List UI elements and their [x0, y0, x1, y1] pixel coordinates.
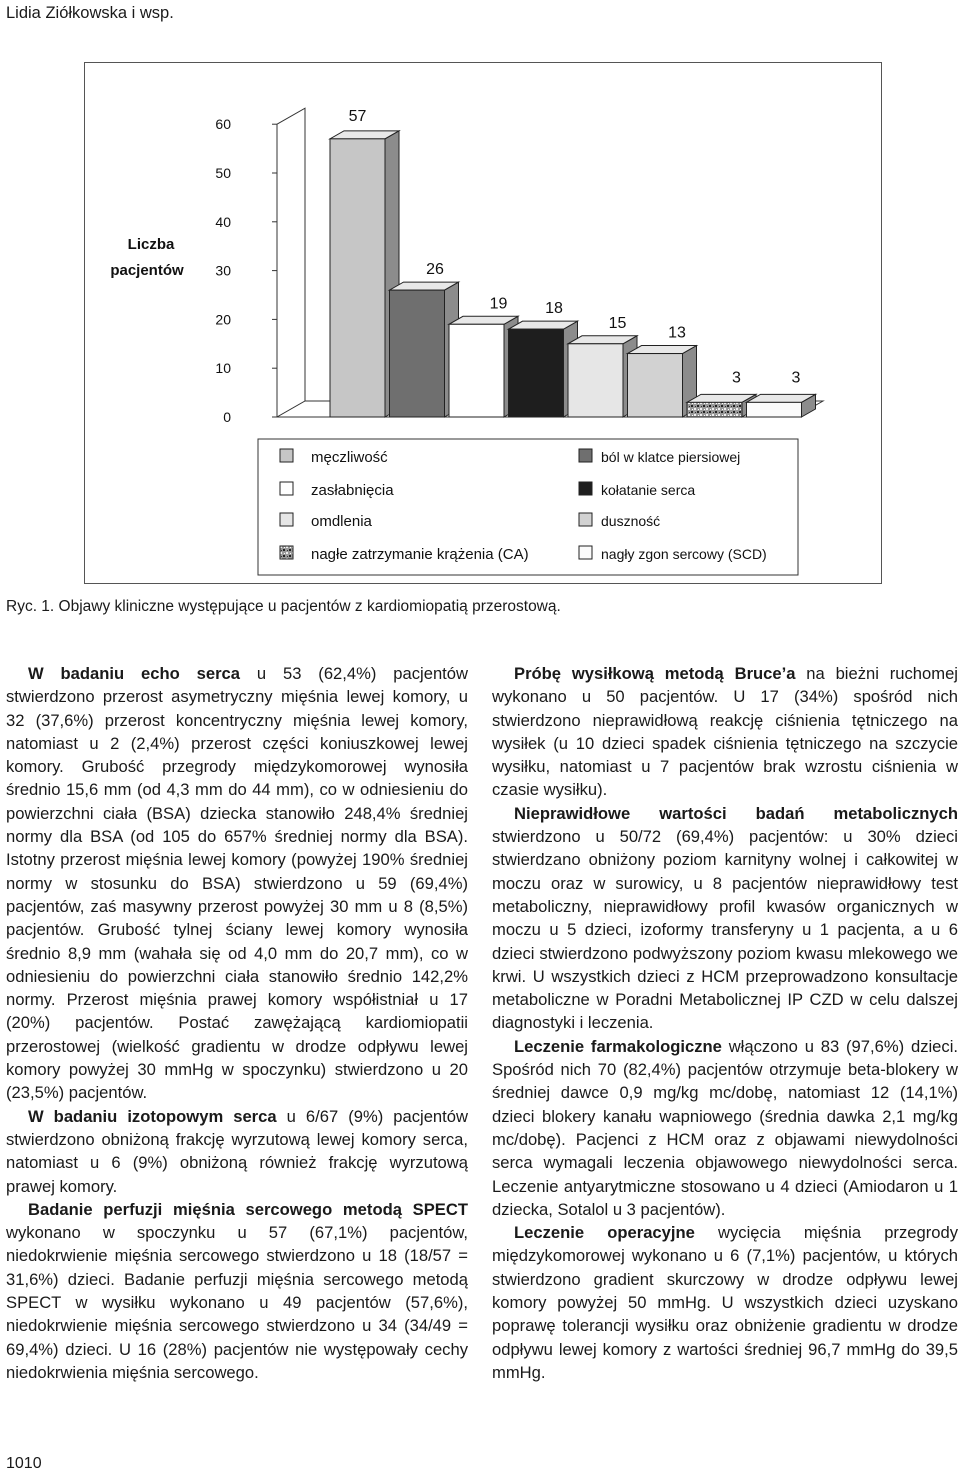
data-label: 18 [545, 300, 563, 318]
data-label: 26 [426, 261, 444, 279]
y-tick-label: 60 [215, 116, 231, 133]
bold-lead: Badanie perfuzji mięśnia sercowego metodą SPECT [28, 1199, 468, 1219]
paragraph-text: wycięcia mięśnia przegrody międzykomorowej wykonano u 6 (7,1%) pacjentów, u których stwierdzono gradient skurczowy w drodze odpływu lewej komory powyżej 50 mmHg. U wszystkich dzieci uzyskano poprawę tolerancji wysiłku oraz obniżenie gradientu w drodze odpływu lewej komory z wartości średniej 96,7 mmHg do 39,5 mmHg. [492, 1223, 958, 1382]
paragraph-surgical [492, 1221, 958, 1384]
legend-swatch [579, 449, 592, 462]
y-tick-label: 40 [215, 213, 231, 230]
bar [568, 344, 623, 417]
figure-chart [84, 62, 882, 584]
paragraph-echo [6, 662, 468, 1105]
data-label: 13 [668, 324, 686, 342]
y-axis-label-line2: pacjentów [110, 262, 184, 279]
data-label: 3 [732, 369, 741, 387]
bar [747, 402, 802, 417]
paragraph-text: włączono u 83 (97,6%) dzieci. Spośród nich 70 (82,4%) pacjentów otrzymuje beta-blokery w średniej dawce 0,9 mg/kg mc/dobę, natomiast 12 (14,1%) dzieci blokery kanału wapniowego (średnia dawka 2,1 mg/kg mc/dobę). Pacjenci z HCM oraz z objawami niewydolności serca wymagali leczenia objawowego niewydolności serca. Leczenie antyarytmiczne stosowano u 4 dzieci (Amiodaron u 1 dziecka, Sotalol u 3 pacjentów). [492, 1036, 958, 1219]
running-head: Lidia Ziółkowska i wsp. [6, 4, 174, 22]
paragraph-isotope [6, 1105, 468, 1198]
y-axis-label-line1: Liczba [127, 236, 175, 253]
page-number: 1010 [6, 1455, 42, 1472]
bold-lead: Leczenie farmakologiczne [514, 1036, 722, 1056]
legend-label: zasłabnięcia [311, 482, 394, 499]
bar [390, 290, 445, 417]
data-label: 57 [348, 107, 367, 125]
legend-swatch [280, 482, 293, 495]
bold-lead: Nieprawidłowe wartości badań metabolicznych [514, 803, 958, 823]
legend-label: nagłe zatrzymanie krążenia (CA) [311, 546, 529, 563]
legend-label: omdlenia [311, 513, 372, 530]
data-label: 19 [489, 295, 508, 313]
paragraph-text: na bieżni ruchomej wykonano u 50 pacjentów. U 17 (34%) spośród nich stwierdzono nieprawidłową reakcję ciśnienia tętniczego na wysiłek (u 10 dzieci spadek ciśnienia tętniczego na szczycie wysiłku, natomiast u 7 pacjentów brak wzrostu ciśnienia w czasie wysiłku). [492, 664, 958, 800]
bold-lead: W badaniu izotopowym serca [28, 1106, 277, 1126]
paragraph-text: u 6/67 (9%) pacjentów stwierdzono obniżoną frakcję wyrzutową lewej komory serca, natomiast u 6 (9%) obniżoną również frakcję wyrzutową prawej komory. [6, 1106, 468, 1196]
bold-lead: Leczenie operacyjne [514, 1223, 695, 1243]
y-tick-label: 10 [215, 360, 231, 377]
y-tick-label: 20 [215, 311, 231, 328]
paragraph-pharmacological [492, 1035, 958, 1221]
legend-label: męczliwość [311, 449, 388, 466]
paragraph-text: u 53 (62,4%) pacjentów stwierdzono przerost asymetryczny mięśnia lewej komory, u 32 (37,6%) przerost koncentryczny mięśnia lewej komory, natomiast u 2 (2,4%) przerost części koniuszkowej lewej komory. Grubość przegrody międzykomorowej wynosiła średnio 15,6 mm (od 4,3 mm do 44 mm), co w odniesieniu do powierzchni ciała (BSA) dziecka stanowiło 248,4% średniej normy dla BSA (od 105 do 657% średniej normy dla BSA). Istotny przerost mięśnia lewej komory (powyżej 190% średniej normy w stosunku do BSA) stwierdzono u 59 (69,4%) pacjentów, zaś masywny przerost powyżej 30 mm u 8 (8,5%) pacjentów. Grubość tylnej ściany lewej komory wynosiła średnio 8,9 mm (wahała się od 4,0 mm do 20,7 mm), co w odniesieniu do powierzchni ciała stanowiło średnio 142,2% normy. Przerost mięśnia prawej komory współistniał u 17 (20%) pacjentów. Postać zawężającą kardiomiopatii przerostowej (wielkość gradientu w drodze odpływu lewej komory powyżej 30 mmHg w spoczynku) stwierdzono u 20 (23,5%) pacjentów. [6, 664, 468, 1103]
bar-chart [85, 63, 881, 583]
y-tick-label: 30 [215, 262, 231, 279]
figure-caption: Ryc. 1. Objawy kliniczne występujące u pacjentów z kardiomiopatią przerostową. [6, 598, 561, 615]
back-wall-edge [277, 108, 305, 401]
legend-label: nagły zgon sercowy (SCD) [601, 546, 767, 562]
legend-swatch [579, 482, 592, 495]
legend-swatch [280, 513, 293, 526]
data-label: 15 [608, 314, 627, 332]
right-column [492, 662, 958, 1384]
y-tick-label: 0 [223, 409, 231, 425]
data-label: 3 [791, 369, 801, 387]
paragraph-spect [6, 1198, 468, 1384]
left-column [6, 662, 468, 1384]
legend-label: duszność [601, 513, 661, 529]
paragraph-metabolic [492, 802, 958, 1035]
legend-swatch [579, 546, 592, 559]
bar [509, 329, 564, 417]
bar [628, 354, 683, 417]
paragraph-text: wykonano w spoczynku u 57 (67,1%) pacjentów, niedokrwienie mięśnia sercowego stwierdzono u 18 (18/57 = 31,6%) dzieci. Badanie perfuzji mięśnia sercowego metodą SPECT w wysiłku wykonano u 49 pacjentów (57,6%), niedokrwienie mięśnia sercowego stwierdzono u 34 (34/49 = 69,4%) dzieci. U 16 (28%) pacjentów nie występowały cechy niedokrwienia mięśnia sercowego. [6, 1223, 468, 1382]
paragraph-exercise-test [492, 662, 958, 802]
y-tick-label: 50 [215, 165, 231, 181]
legend-swatch [579, 513, 592, 526]
bold-lead: W badaniu echo serca [28, 664, 240, 683]
legend-label: ból w klatce piersiowej [601, 449, 741, 465]
paragraph-text: stwierdzono u 50/72 (69,4%) pacjentów: u 30% dzieci stwierdzano obniżony poziom karnityny wolnej i całkowitej w moczu oraz w surowicy, u 8 pacjentów nieprawidłowy test metaboliczny, nieprawidłowy profil kwasów organicznych w moczu u 5 dzieci, izoformy transferyny u 1 pacjenta, a u 6 dzieci stwierdzono podwyższony poziom kwasu mlekowego we krwi. U wszystkich dzieci z HCM przeprowadzono konsultacje metaboliczne w Poradni Metabolicznej IP CZD w celu dalszej diagnostyki i leczenia. [492, 827, 958, 1033]
legend-label: kołatanie serca [601, 482, 696, 498]
legend-swatch [280, 546, 293, 559]
bar [449, 324, 504, 417]
legend-swatch [280, 449, 293, 462]
bold-lead: Próbę wysiłkową metodą Bruce’a [514, 664, 796, 683]
bar [330, 139, 385, 417]
bar [687, 402, 742, 417]
